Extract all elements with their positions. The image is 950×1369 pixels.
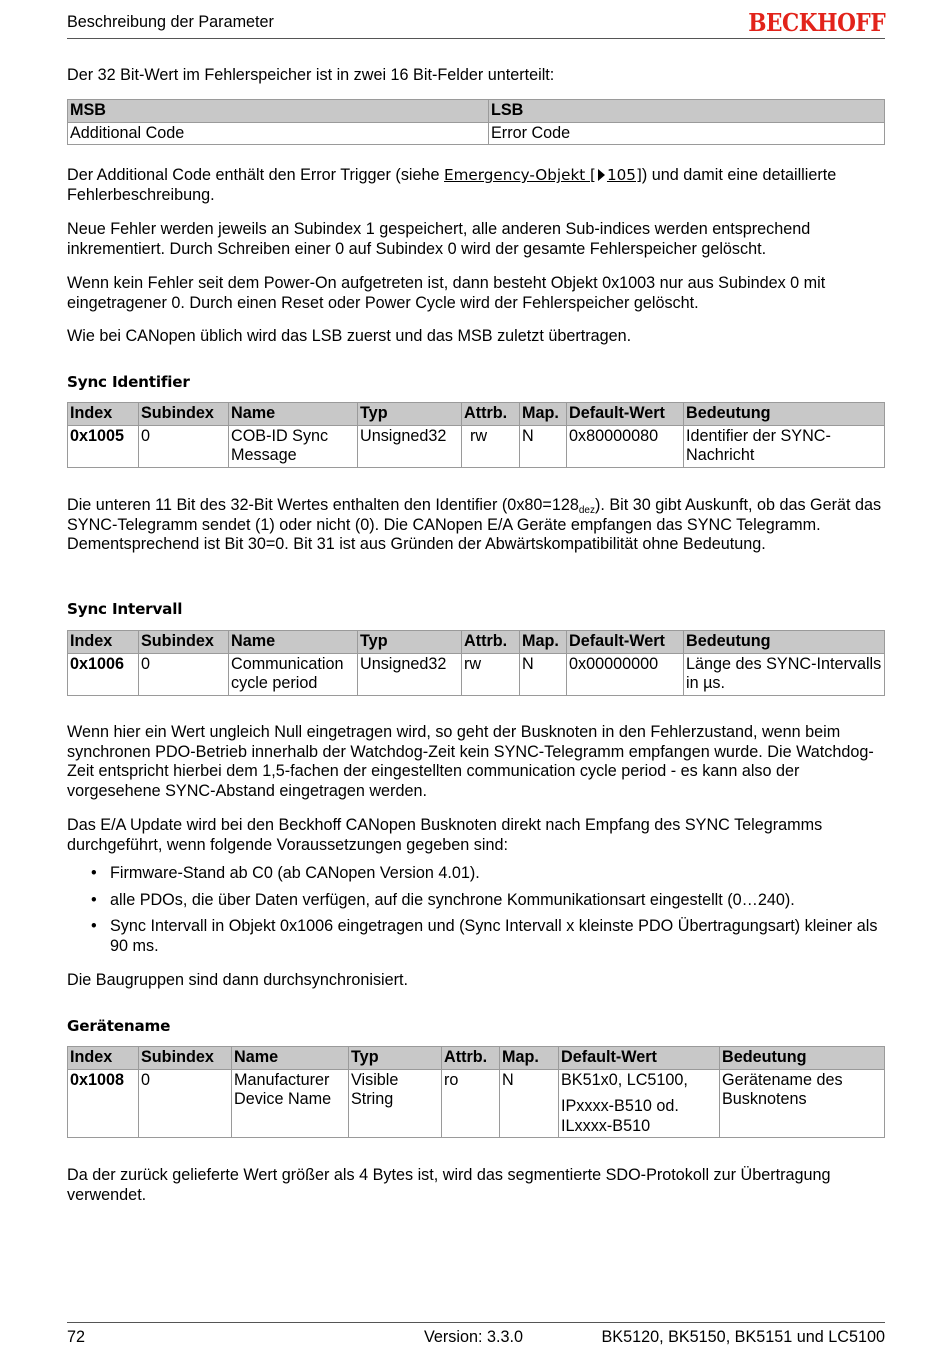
header-index: Index: [68, 403, 139, 426]
beckhoff-logo: BECKHOFF: [748, 8, 885, 37]
geraetename-text: Da der zurück gelieferte Wert größer als 4 Bytes ist, wird das segmentierte SDO-Protokoll zur Übertragung verwendet.: [67, 1166, 831, 1204]
sync-identifier-table-wrap: [67, 402, 885, 468]
sync-intervall-text2: Das E/A Update wird bei den Beckhoff CANopen Busknoten direkt nach Empfang des SYNC Telegramms durchgeführt, wenn folgende Voraussetzungen gegeben sind:: [67, 816, 823, 854]
sync-intervall-text1: Wenn hier ein Wert ungleich Null eingetragen wird, so geht der Busknoten in den Fehlerzustand, wenn beim synchronen PDO-Betrieb innerhalb der Watchdog-Zeit kein SYNC-Telegramm empfangen wurde. Die Watchdog- Zeit entspricht hierbei dem 1,5-fachen der eingestellten communication cycle period - es kann also der vorgesehene SYNC-Abstand eingetragen werden.: [67, 723, 874, 800]
default-line2: IPxxxx-B510 od. ILxxxx-B510: [561, 1097, 679, 1135]
header-msb: MSB: [68, 100, 489, 123]
emergency-object-link-label[interactable]: Emergency-Objekt [: [444, 166, 596, 184]
intro-paragraph: [67, 66, 885, 86]
para2-text: Neue Fehler werden jeweils an Subindex 1 gespeichert, alle anderen Sub-indices werden entsprechend inkrementiert. Durch Schreiben einer 0 auf Subindex 0 wird der gesamte Fehlerspeicher gelöscht.: [67, 220, 811, 258]
emergency-object-link[interactable]: [444, 166, 642, 184]
cell-index: 0x1008: [68, 1069, 139, 1138]
cell-typ: Unsigned32: [358, 425, 462, 467]
cell-index: 0x1006: [68, 653, 139, 695]
para1-after: ) und damit eine detaillierte Fehlerbeschreibung.: [67, 166, 837, 204]
header-map: Map.: [500, 1047, 559, 1070]
header-subindex: Subindex: [139, 1047, 232, 1070]
list-item: • alle PDOs, die über Daten verfügen, auf die synchrone Kommunikationsart eingestellt (0…240).: [67, 891, 885, 911]
sync-intervall-heading: Sync Intervall: [67, 600, 183, 618]
geraetename-heading: Gerätename: [67, 1017, 171, 1035]
cell-default: 0x00000000: [567, 653, 684, 695]
header-name: Name: [232, 1047, 349, 1070]
sync-identifier-heading: Sync Identifier: [67, 373, 190, 391]
page-footer: [67, 1322, 885, 1353]
cell-name: Manufacturer Device Name: [232, 1069, 349, 1138]
para1-before: Der Additional Code enthält den Error Trigger (siehe: [67, 166, 445, 184]
paragraph-new-errors: [67, 220, 885, 259]
cell-error-code: Error Code: [489, 122, 885, 145]
sync-intervall-text3: Die Baugruppen sind dann durchsynchronisiert.: [67, 971, 409, 989]
header-default: Default-Wert: [567, 403, 684, 426]
header-bedeutung: Bedeutung: [684, 403, 885, 426]
fields-table-wrap: [67, 99, 885, 145]
table-header-row: [68, 1047, 885, 1070]
geraetename-section: [67, 1017, 885, 1037]
header-attrb: Attrb.: [462, 631, 520, 654]
table-header-row: [68, 403, 885, 426]
default-line1: BK51x0, LC5100,: [561, 1070, 688, 1089]
geraetename-table: [67, 1046, 885, 1138]
sync-intervall-conditions: [67, 816, 885, 855]
table-row: [68, 122, 885, 145]
cell-attrb: ro: [442, 1069, 500, 1138]
cell-attrb: rw: [462, 653, 520, 695]
synchronized-note: [67, 971, 885, 991]
table-header-row: [68, 631, 885, 654]
paragraph-additional-code: [67, 166, 885, 205]
cell-default: 0x80000080: [567, 425, 684, 467]
list-item: • Sync Intervall in Objekt 0x1006 eingetragen und (Sync Intervall x kleinste PDO Übertragungsart) kleiner als 90 ms.: [67, 917, 885, 956]
sync-identifier-description: [67, 496, 885, 555]
sync-id-text-before: Die unteren 11 Bit des 32-Bit Wertes enthalten den Identifier (0x80=128: [67, 496, 579, 514]
geraetename-description: [67, 1166, 885, 1205]
header-subindex: Subindex: [139, 631, 229, 654]
cell-attrb: rw: [462, 425, 520, 467]
list-item: • Firmware-Stand ab C0 (ab CANopen Version 4.01).: [67, 864, 885, 884]
para3-text: Wenn kein Fehler seit dem Power-On aufgetreten ist, dann besteht Objekt 0x1003 nur aus Subindex 0 mit eingetragener 0. Durch einen Reset oder Power Cycle wird der Fehlerspeicher gelöscht.: [67, 274, 826, 312]
cell-index: 0x1005: [68, 425, 139, 467]
paragraph-lsb-msb: [67, 327, 885, 347]
table-row: [68, 653, 885, 695]
sync-intervall-description: [67, 723, 885, 801]
cell-map: N: [500, 1069, 559, 1138]
table-row: [68, 1069, 885, 1138]
header-typ: Typ: [358, 403, 462, 426]
sync-identifier-section: [67, 373, 885, 393]
cell-typ: Visible String: [349, 1069, 442, 1138]
header-attrb: Attrb.: [462, 403, 520, 426]
sync-identifier-table: [67, 402, 885, 468]
sync-id-text-sub: dez: [578, 505, 595, 516]
header-default: Default-Wert: [567, 631, 684, 654]
cell-subindex: 0: [139, 653, 229, 695]
header-lsb: LSB: [489, 100, 885, 123]
sync-intervall-section: [67, 600, 885, 620]
conditions-list: [67, 864, 885, 956]
header-typ: Typ: [358, 631, 462, 654]
page-arrow-icon: [598, 169, 605, 181]
header-index: Index: [68, 631, 139, 654]
header-name: Name: [229, 403, 358, 426]
header-title: Beschreibung der Parameter: [67, 13, 274, 31]
table-row: [68, 425, 885, 467]
header-bedeutung: Bedeutung: [684, 631, 885, 654]
paragraph-power-on: [67, 274, 885, 313]
sync-intervall-table: [67, 630, 885, 696]
product-label: BK5120, BK5150, BK5151 und LC5100: [601, 1328, 885, 1346]
cell-default: [559, 1069, 720, 1138]
header-attrb: Attrb.: [442, 1047, 500, 1070]
header-name: Name: [229, 631, 358, 654]
conditions-list-wrap: [67, 864, 885, 956]
cell-name: COB-ID Sync Message: [229, 425, 358, 467]
table-header-row: [68, 100, 885, 123]
emergency-object-link-page[interactable]: 105]: [606, 166, 642, 184]
para4-text: Wie bei CANopen üblich wird das LSB zuerst und das MSB zuletzt übertragen.: [67, 327, 632, 345]
cell-subindex: 0: [139, 1069, 232, 1138]
geraetename-table-wrap: [67, 1046, 885, 1138]
cell-name: Communication cycle period: [229, 653, 358, 695]
fields-table: [67, 99, 885, 145]
header-index: Index: [68, 1047, 139, 1070]
header-default: Default-Wert: [559, 1047, 720, 1070]
sync-intervall-table-wrap: [67, 630, 885, 696]
cell-map: N: [520, 653, 567, 695]
header-map: Map.: [520, 403, 567, 426]
header-subindex: Subindex: [139, 403, 229, 426]
sync-id-text-after: ). Bit 30 gibt Auskunft, ob das Gerät das SYNC-Telegramm sendet (1) oder nicht (0). Die CANopen E/A Geräte empfangen das SYNC Telegramm. Dementsprechend ist Bit 30=0. Bit 31 ist aus Gründen der Abwärtskompatibilität ohne Bedeutung.: [67, 496, 882, 553]
header-map: Map.: [520, 631, 567, 654]
cell-bedeutung: Identifier der SYNC-Nachricht: [684, 425, 885, 467]
intro-text: Der 32 Bit-Wert im Fehlerspeicher ist in zwei 16 Bit-Felder unterteilt:: [67, 66, 555, 84]
page-number: 72: [67, 1328, 86, 1346]
cell-map: N: [520, 425, 567, 467]
cell-typ: Unsigned32: [358, 653, 462, 695]
version-label: Version: 3.3.0: [424, 1328, 523, 1346]
cell-bedeutung: Länge des SYNC-Intervalls in µs.: [684, 653, 885, 695]
cell-bedeutung: Gerätename des Busknotens: [720, 1069, 885, 1138]
cell-subindex: 0: [139, 425, 229, 467]
header-typ: Typ: [349, 1047, 442, 1070]
page-header: [67, 8, 885, 39]
header-bedeutung: Bedeutung: [720, 1047, 885, 1070]
cell-additional-code: Additional Code: [68, 122, 489, 145]
